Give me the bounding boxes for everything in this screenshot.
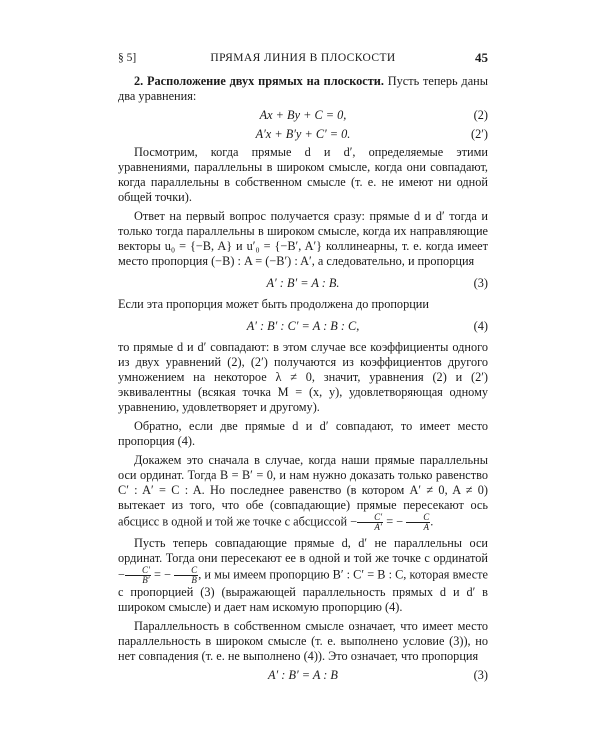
equation-number: (3) [473, 276, 488, 290]
running-header [118, 52, 488, 68]
proof-text-b: , и мы имеем пропорцию B′ : C′ = B : C, которая вместе с пропорцией (3) (выражающей параллельность прямых d и d′ в широком смысле) и дает нам искомую пропорцию (4). [118, 567, 489, 614]
paragraph-coincide: то прямые d и d′ совпадают: в этом случае все коэффициенты одного из двух уравнений (2), (2′) получаются из коэффициентов другого умножением на некоторое λ ≠ 0, значит, уравнения (2) и (2′) эквивалентны (всякая точка M = (x, y), удовлетворяющая одному уравнению, удовлетворяет и другому). [118, 340, 488, 414]
proof-text: Докажем это сначала в случае, когда наши прямые параллельны оси ординат. Тогда B = B′ = 0, и нам нужно доказать только равенство C′ : A′ = C : A. Но последнее равенство (в котором A′ ≠ 0, A ≠ 0) вытекает из того, что обе (совпадающие) прямые пересекают ось абсцисс в одной и той же точке с абсциссой [118, 453, 488, 529]
equals-minus: = − [154, 567, 172, 582]
minus-sign: − [118, 567, 125, 582]
paragraph-proper-parallel: Параллельность в собственном смысле означает, что имеет место параллельность в широком смысле (т. е. выполнено условие (3)), но нет совпадения (т. е. не выполнено (4)). Это означает, что пропорция [118, 619, 488, 663]
paragraph-question: Посмотрим, когда прямые d и d′, определяемые этими уравнениями, параллельны в широком смысле, когда они совпадают, когда параллельны в собственном смысле (т. е. не имеют ни одной общей точки). [118, 145, 488, 204]
paragraph-converse: Обратно, если две прямые d и d′ совпадают, то имеет место пропорция (4). [118, 419, 488, 448]
section-marker: § 5] [118, 52, 137, 64]
page-number: 45 [475, 50, 488, 65]
equation-4 [118, 318, 488, 334]
equation-expr: A′ : B′ = A : B [268, 668, 338, 682]
equals-minus: = − [386, 514, 404, 529]
fraction-c-prime-b-prime: $\frac{C'}{B'}$ [125, 566, 151, 585]
equation-number: (4) [473, 319, 488, 333]
equation-expr: A′x + B′y + C′ = 0. [255, 127, 351, 141]
fraction-c-a: $\frac{C}{A}$ [406, 513, 430, 532]
equation-number: (2) [473, 108, 488, 122]
running-title: ПРЯМАЯ ЛИНИЯ В ПЛОСКОСТИ [210, 52, 396, 64]
equation-expr: A′ : B′ = A : B. [266, 276, 340, 290]
paragraph-intro [118, 74, 488, 104]
section-heading: 2. Расположение двух прямых на плоскости. [134, 74, 384, 88]
paragraph-proof-vertical: Докажем это сначала в случае, когда наши прямые параллельны оси ординат. Тогда B = B′ = 0, и нам нужно доказать только равенство C′ : A′ = C : A. Но последнее равенство (в котором A′ ≠ 0, A ≠ 0) вытекает из того, что обе (совпадающие) прямые пересекают ось абсцисс в одной и той же точке с абсциссой − $\frac{C'}{A'}$ = − $\frac{C}{A}$ . [118, 453, 488, 532]
intro-text: Пусть теперь даны два уравнения: [118, 74, 488, 103]
equation-2-prime [118, 126, 488, 142]
equation-expr: Ax + By + C = 0, [259, 108, 347, 122]
fraction-c-prime-a-prime: $\frac{C'}{A'}$ [357, 513, 383, 532]
paragraph-proof-general [118, 536, 488, 615]
equation-3 [118, 275, 488, 291]
body-text [118, 74, 488, 686]
paragraph-extension: Если эта пропорция может быть продолжена до пропорции [118, 297, 429, 311]
equation-2 [118, 107, 488, 123]
equation-number: (3) [473, 668, 488, 682]
paragraph-answer: Ответ на первый вопрос получается сразу: прямые d и d′ тогда и только тогда параллельны в широком смысле, когда их направляющие векторы u₀ = {−B, A} и u′₀ = {−B′, A′} коллинеарны, т. е. когда имеет место пропорция (−B) : A = (−B′) : A′, а следовательно, и пропорция [118, 209, 488, 268]
minus-sign: − [350, 514, 358, 529]
proof-text-a: Пусть теперь совпадающие прямые d, d′ не параллельны оси ординат. Тогда они пересекают ее в одной и той же точке с ординатой [118, 536, 488, 565]
equation-3-repeat [118, 667, 488, 683]
equation-expr: A′ : B′ : C′ = A : B : C, [246, 319, 360, 333]
fraction-c-b: $\frac{C}{B}$ [174, 566, 198, 585]
equation-number: (2′) [470, 127, 488, 141]
